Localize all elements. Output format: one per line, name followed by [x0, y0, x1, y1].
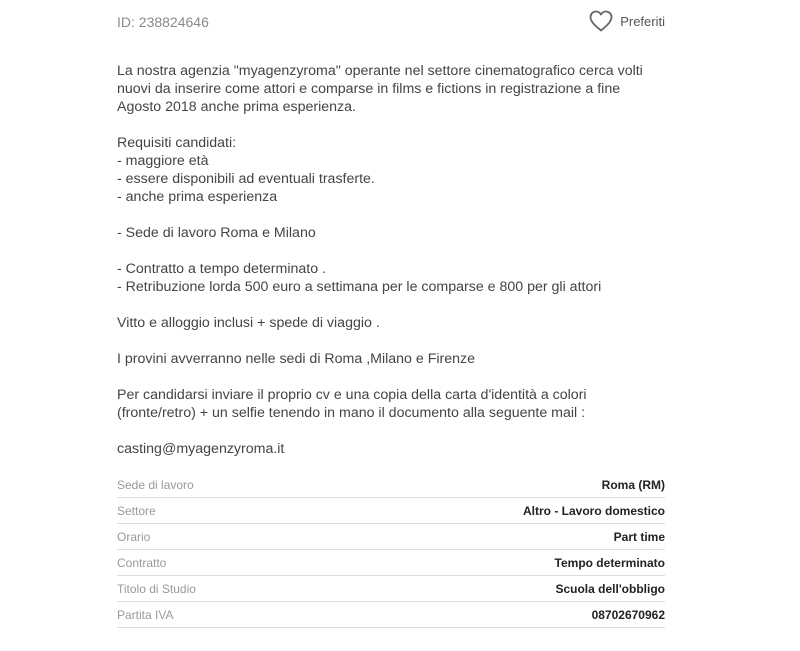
favorites-button[interactable]: [589, 10, 665, 32]
requirement-item: - maggiore età: [117, 153, 209, 169]
detail-row: [117, 576, 665, 602]
detail-row: [117, 602, 665, 628]
detail-label: Titolo di Studio: [117, 581, 196, 596]
detail-row: [117, 524, 665, 550]
favorites-label: Preferiti: [620, 13, 665, 29]
auditions-text: I provini avverranno nelle sedi di Roma ,Milano e Firenze: [117, 351, 476, 367]
ad-id: ID: 238824646: [117, 14, 209, 30]
ad-header: [117, 0, 665, 48]
requirement-item: - essere disponibili ad eventuali trasferte.: [117, 171, 375, 187]
details-table: [117, 472, 665, 628]
requirements-title: Requisiti candidati:: [117, 135, 237, 151]
description-intro: La nostra agenzia "myagenzyroma" operante nel settore cinematografico cerca volti nuovi da inserire come attori e comparse in films e fictions in registrazione a fine Agosto 2018 anche prima esperienza.: [117, 63, 643, 115]
detail-label: Settore: [117, 503, 156, 518]
detail-value: Altro - Lavoro domestico: [522, 503, 665, 518]
detail-value: Roma (RM): [601, 477, 665, 492]
detail-value: Part time: [613, 529, 665, 544]
detail-value: 08702670962: [591, 607, 665, 622]
contact-email: casting@myagenzyroma.it: [117, 441, 285, 457]
salary-text: - Retribuzione lorda 500 euro a settimana per le comparse e 800 per gli attori: [117, 279, 602, 295]
detail-label: Sede di lavoro: [117, 477, 194, 492]
contract-text: - Contratto a tempo determinato .: [117, 261, 326, 277]
apply-text: Per candidarsi inviare il proprio cv e una copia della carta d'identità a colori (fronte/retro) + un selfie tenendo in mano il documento alla seguente mail :: [117, 387, 587, 421]
ad-description: [117, 62, 665, 458]
heart-icon: [589, 10, 613, 32]
detail-row: [117, 472, 665, 498]
detail-label: Contratto: [117, 555, 167, 570]
detail-value: Scuola dell'obbligo: [555, 581, 665, 596]
work-location-text: - Sede di lavoro Roma e Milano: [117, 225, 316, 241]
detail-row: [117, 550, 665, 576]
detail-value: Tempo determinato: [554, 555, 665, 570]
board-text: Vitto e alloggio inclusi + spede di viaggio .: [117, 315, 380, 331]
requirement-item: - anche prima esperienza: [117, 189, 278, 205]
detail-label: Orario: [117, 529, 151, 544]
detail-row: [117, 498, 665, 524]
detail-label: Partita IVA: [117, 607, 174, 622]
ad-detail: [117, 0, 665, 628]
